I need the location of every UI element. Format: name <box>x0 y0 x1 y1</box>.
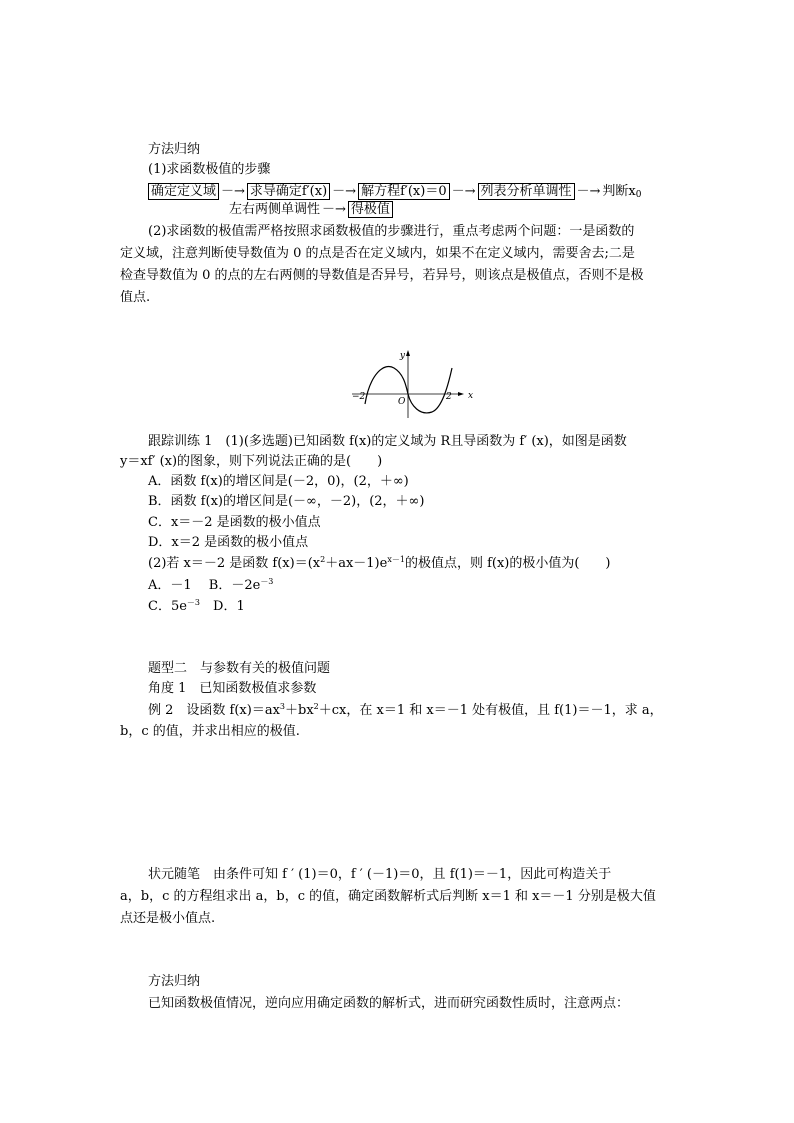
note-line2: a，b，c 的方程组求出 a，b，c 的值，确定函数解析式后判断 x＝1 和 x＝－1 分别是极大值 <box>120 889 656 904</box>
flow-arrow: －→ <box>322 202 346 217</box>
flow-box-solve: 解方程f′(x)＝0 <box>358 183 450 200</box>
flow-arrow: －→ <box>221 184 245 199</box>
para2-line4: 值点. <box>120 290 151 305</box>
y-axis-arrow <box>406 350 410 356</box>
q2-option-d: D．1 <box>200 599 245 614</box>
ex2-exp-3: 3 <box>279 702 285 711</box>
method-summary-heading: 方法归纳 <box>148 142 201 157</box>
curve <box>365 367 452 413</box>
option-c: C．x＝－2 是函数的极小值点 <box>148 515 321 530</box>
q2-options-cd <box>148 597 245 617</box>
flow-row-1 <box>148 182 642 202</box>
steps-title: (1)求函数极值的步骤 <box>148 162 271 177</box>
exercise-line2: y＝xf′ (x)的图象，则下列说法正确的是( ) <box>120 454 383 469</box>
x-axis-label: x <box>468 391 474 401</box>
section2-line1: 已知函数极值情况，逆向应用确定函数的解析式，进而研究函数性质时，注意两点： <box>148 996 630 1011</box>
q2-option-ab: A．－1 B．－2e <box>148 578 261 593</box>
note-line3: 点还是极小值点. <box>120 911 216 926</box>
flow-judge-sub: 0 <box>635 190 642 200</box>
flow-arrow: －→ <box>576 184 601 199</box>
flow-arrow: －→ <box>332 184 357 199</box>
q2-text-post: 的极值点，则 f(x)的极小值为( ) <box>404 556 611 571</box>
q2-exponent-1: 2 <box>320 555 326 564</box>
option-b: B．函数 f(x)的增区间是(－∞，－2)，(2，＋∞) <box>148 494 425 509</box>
q2-option-b-exp: －3 <box>260 577 274 586</box>
q2-option-c: C．5e <box>148 599 187 614</box>
flow-judge: 判断x <box>602 184 636 199</box>
q2-text-pre: (2)若 x＝－2 是函数 f(x)＝(x <box>148 556 321 571</box>
type2-title: 题型二 与参数有关的极值问题 <box>148 661 331 676</box>
method-summary-heading-2: 方法归纳 <box>148 974 201 989</box>
q2-exponent-2: x－1 <box>387 555 405 564</box>
para2-line2: 定义域，注意判断使导数值为 0 的点是否在定义域内，如果不在定义域内，需要舍去;二是 <box>120 246 635 261</box>
flow-side-monotonic: 左右两侧单调性 <box>229 202 321 217</box>
ex2-post: ＋cx，在 x＝1 和 x＝－1 处有极值，且 f(1)＝－1，求 a， <box>318 703 663 718</box>
flow-box-extremum: 得极值 <box>348 201 393 218</box>
para2-line3: 检查导数值为 0 的点的左右两侧的导数值是否异号，若异号，则该点是极值点，否则不是极 <box>120 268 644 283</box>
para2-line1: (2)求函数的极值需严格按照求函数极值的步骤进行，重点考虑两个问题：一是函数的 <box>148 224 635 239</box>
origin-label: O <box>398 397 406 407</box>
question-2 <box>148 554 611 574</box>
example-2-line2: b，c 的值，并求出相应的极值. <box>120 724 300 739</box>
note-line1: 状元随笔 由条件可知 f ′ (1)＝0，f ′ (－1)＝0，且 f(1)＝－1，因此可构造关于 <box>148 867 612 882</box>
option-a: A．函数 f(x)的增区间是(－2，0)，(2，＋∞) <box>148 474 409 489</box>
q2-options-ab <box>148 576 273 596</box>
pos-two-label: 2 <box>446 392 452 402</box>
q2-option-c-exp: －3 <box>186 598 201 607</box>
x-axis-arrow <box>458 392 464 396</box>
neg-two-label: −2 <box>352 392 366 402</box>
q2-text-mid: ＋ax－1)e <box>325 556 388 571</box>
ex2-mid: ＋bx <box>285 703 314 718</box>
example-2-line1 <box>148 701 663 721</box>
flow-box-table: 列表分析单调性 <box>478 183 575 200</box>
function-graph <box>348 346 474 420</box>
flow-row-2 <box>229 200 393 220</box>
flow-box-domain: 确定定义域 <box>148 183 219 200</box>
angle-1-title: 角度 1 已知函数极值求参数 <box>148 681 317 696</box>
flow-box-derivative: 求导确定f′(x) <box>247 183 330 200</box>
option-d: D．x＝2 是函数的极小值点 <box>148 535 309 550</box>
flow-arrow: －→ <box>451 184 476 199</box>
ex2-exp-2: 2 <box>313 702 319 711</box>
exercise-line1: 跟踪训练 1 (1)(多选题)已知函数 f(x)的定义域为 R且导函数为 f′ (x)，如图是函数 <box>148 434 627 449</box>
y-axis-label: y <box>399 351 405 361</box>
ex2-pre: 例 2 设函数 f(x)＝ax <box>148 703 280 718</box>
